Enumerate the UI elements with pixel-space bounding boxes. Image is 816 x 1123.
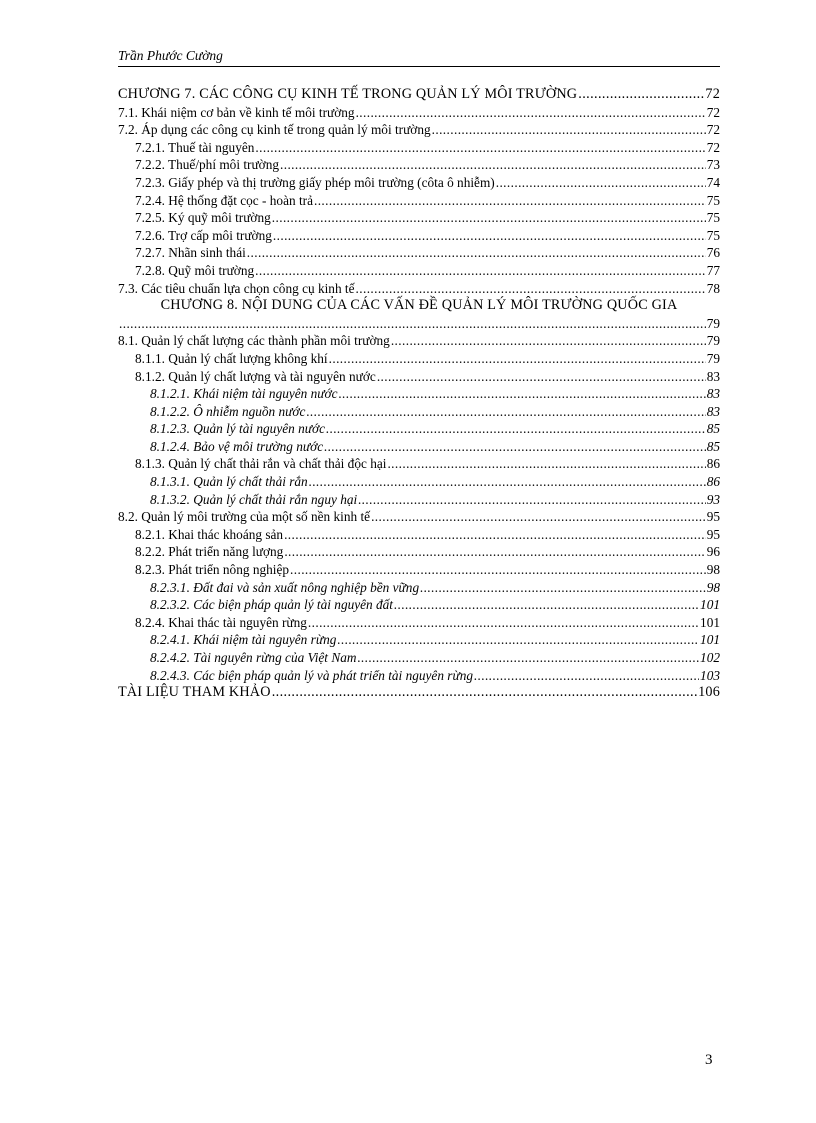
toc-entry-title: 7.2.5. Ký quỹ môi trường <box>135 210 271 226</box>
toc-leader-dots <box>420 579 706 597</box>
toc-leader-dots <box>324 438 706 456</box>
toc-page-number: 75 <box>706 192 720 208</box>
toc-page-number: 78 <box>706 280 720 296</box>
toc-entry[interactable] <box>118 209 720 227</box>
toc-entry-title: 8.1.1. Quản lý chất lượng không khí <box>135 350 328 366</box>
toc-entry-title: 7.1. Khái niệm cơ bản về kinh tế môi trường <box>118 104 355 120</box>
toc-page-number: 98 <box>706 579 720 595</box>
toc-entry-title: CHƯƠNG 7. CÁC CÔNG CỤ KINH TẾ TRONG QUẢN LÝ MÔI TRƯỜNG <box>118 86 578 102</box>
toc-leader-dots <box>326 420 706 438</box>
toc-entry[interactable] <box>118 280 720 298</box>
toc-entry-title: 7.2.7. Nhãn sinh thái <box>135 245 246 261</box>
toc-page-number: 83 <box>706 368 720 384</box>
toc-leader-dots <box>356 280 706 298</box>
toc-entry[interactable] <box>118 350 720 368</box>
toc-page-number: 98 <box>706 562 720 578</box>
toc-entry[interactable] <box>118 614 720 632</box>
toc-entry-title: 7.2. Áp dụng các công cụ kinh tế trong quản lý môi trường <box>118 122 431 138</box>
toc-page-number: 74 <box>706 174 720 190</box>
toc-leader-dots <box>391 332 706 350</box>
toc-leader-dots <box>357 649 699 667</box>
toc-entry-title: 8.1.2.4. Bảo vệ môi trường nước <box>150 438 324 454</box>
toc-leader-dots <box>394 596 699 614</box>
toc-entry[interactable] <box>118 596 720 614</box>
toc-chapter-title[interactable]: CHƯƠNG 8. NỘI DUNG CỦA CÁC VẤN ĐỀ QUẢN LÝ MÔI TRƯỜNG QUỐC GIA <box>160 297 678 314</box>
toc-entry[interactable] <box>118 174 720 192</box>
toc-entry[interactable] <box>118 684 720 702</box>
toc-entry[interactable] <box>118 368 720 386</box>
toc-entry-title: 8.1.3.1. Quản lý chất thải rắn <box>150 474 308 490</box>
toc-leader-dots <box>377 368 706 386</box>
toc-leader-dots <box>247 244 706 262</box>
toc-leader-dots <box>432 121 706 139</box>
toc-page-number: 72 <box>706 122 720 138</box>
toc-leader-dots <box>255 139 705 157</box>
toc-page-number: 77 <box>706 262 720 278</box>
toc-entry[interactable] <box>118 649 720 667</box>
toc-leader-dots <box>272 209 706 227</box>
toc-page-number: 79 <box>706 315 720 331</box>
toc-leader-dots <box>329 350 706 368</box>
toc-leader-dots <box>309 473 706 491</box>
toc-page-number: 75 <box>706 227 720 243</box>
toc-page-number: 101 <box>700 597 720 613</box>
toc-entry-title: 7.2.3. Giấy phép và thị trường giấy phép môi trường (côta ô nhiễm) <box>135 174 495 190</box>
toc-page-number: 103 <box>700 667 720 683</box>
toc-entry-title: 8.1.2. Quản lý chất lượng và tài nguyên nước <box>135 368 376 384</box>
header-author: Trần Phước Cường <box>118 48 223 63</box>
toc-leader-dots <box>308 614 699 632</box>
toc-leader-dots <box>280 156 706 174</box>
toc-entry[interactable] <box>118 227 720 245</box>
toc-entry[interactable] <box>118 508 720 526</box>
toc-page-number: 85 <box>706 438 720 454</box>
toc-entry[interactable] <box>118 631 720 649</box>
toc-entry-title: 8.1.3. Quản lý chất thải rắn và chất thải độc hại <box>135 456 387 472</box>
toc-page-number: 85 <box>706 421 720 437</box>
toc-entry[interactable] <box>118 86 720 104</box>
toc-entry[interactable] <box>118 192 720 210</box>
toc-leader-dots <box>119 315 706 333</box>
toc-entry-title: 8.2.4. Khai thác tài nguyên rừng <box>135 614 307 630</box>
toc-entry[interactable] <box>118 491 720 509</box>
toc-entry-title: 7.3. Các tiêu chuẩn lựa chọn công cụ kinh tế <box>118 280 355 296</box>
toc-leader-dots <box>284 526 706 544</box>
toc-entry-title: 8.1.3.2. Quản lý chất thải rắn nguy hại <box>150 491 358 507</box>
toc-leader-dots <box>306 403 705 421</box>
toc-leader-dots <box>356 104 706 122</box>
toc-entry[interactable] <box>118 455 720 473</box>
toc-leader-dots <box>358 491 706 509</box>
toc-leader-dots <box>339 385 706 403</box>
toc-leader-dots <box>371 508 706 526</box>
toc-leader-dots <box>272 684 697 702</box>
toc-entry[interactable] <box>118 262 720 280</box>
toc-leader-dots <box>255 262 706 280</box>
toc-entry-title: 8.2.1. Khai thác khoáng sản <box>135 526 284 542</box>
toc-entry-title: 8.2.4.2. Tài nguyên rừng của Việt Nam <box>150 650 357 665</box>
toc-entry[interactable] <box>118 121 720 139</box>
toc-page-number: 75 <box>706 210 720 226</box>
toc-entry[interactable] <box>118 156 720 174</box>
toc-entry[interactable] <box>118 667 720 685</box>
table-of-contents <box>118 86 720 702</box>
toc-entry-title: 8.2. Quản lý môi trường của một số nền kinh tế <box>118 509 371 525</box>
toc-page-number: 106 <box>698 684 720 701</box>
toc-entry[interactable] <box>118 473 720 491</box>
toc-leader-dots <box>273 227 706 245</box>
toc-page-number: 72 <box>706 104 720 120</box>
toc-page-number: 95 <box>706 526 720 542</box>
toc-entry[interactable] <box>118 561 720 579</box>
toc-page-number: 79 <box>706 350 720 366</box>
toc-entry-title: 8.2.4.3. Các biện pháp quản lý và phát triển tài nguyên rừng <box>150 667 474 683</box>
toc-entry-title: 8.1.2.1. Khái niệm tài nguyên nước <box>150 386 338 402</box>
page-number: 3 <box>705 1052 713 1068</box>
toc-leader-dots <box>284 543 705 561</box>
toc-page-number: 73 <box>706 157 720 173</box>
toc-entry-title: 7.2.1. Thuế tài nguyên <box>135 139 255 155</box>
toc-entry-title: 8.2.2. Phát triển năng lượng <box>135 544 284 560</box>
toc-page-number: 95 <box>706 509 720 525</box>
toc-entry[interactable] <box>118 579 720 597</box>
toc-page-number: 86 <box>706 456 720 472</box>
toc-entry-title: 8.2.3.2. Các biện pháp quản lý tài nguyên đất <box>150 597 394 613</box>
toc-page-number: 102 <box>700 650 720 665</box>
toc-page-number: 93 <box>706 491 720 507</box>
toc-entry-title: 8.1. Quản lý chất lượng các thành phần môi trường <box>118 333 390 349</box>
toc-entry[interactable] <box>118 139 720 157</box>
toc-entry-title: 7.2.2. Thuế/phí môi trường <box>135 157 279 173</box>
toc-entry[interactable] <box>118 420 720 438</box>
toc-page-number: 72 <box>706 139 720 155</box>
toc-leader-dots <box>474 667 699 685</box>
toc-entry[interactable] <box>118 332 720 350</box>
toc-entry[interactable] <box>118 385 720 403</box>
toc-page-number: 76 <box>706 245 720 261</box>
toc-entry-title: 7.2.6. Trợ cấp môi trường <box>135 227 272 243</box>
toc-page-number: 79 <box>706 333 720 349</box>
toc-leader-dots <box>337 631 699 649</box>
toc-page-number: 86 <box>706 474 720 490</box>
toc-entry[interactable] <box>118 244 720 262</box>
toc-entry-title: TÀI LIỆU THAM KHẢO <box>118 684 271 701</box>
toc-page-number: 96 <box>706 544 720 560</box>
running-header <box>118 48 720 67</box>
toc-page-number: 83 <box>706 403 720 419</box>
toc-entry[interactable] <box>118 543 720 561</box>
toc-entry-title: 8.2.3. Phát triển nông nghiệp <box>135 562 290 578</box>
toc-entry-title: 8.1.2.3. Quản lý tài nguyên nước <box>150 421 325 437</box>
toc-page-number: 83 <box>706 386 720 402</box>
toc-leader-dots <box>578 86 704 104</box>
toc-page-number: 72 <box>705 86 720 102</box>
toc-entry[interactable] <box>118 315 720 333</box>
toc-entry[interactable] <box>118 403 720 421</box>
toc-entry[interactable] <box>118 526 720 544</box>
toc-page-number: 101 <box>700 632 720 648</box>
toc-leader-dots <box>387 455 705 473</box>
toc-entry-title: 7.2.8. Quỹ môi trường <box>135 262 255 278</box>
toc-leader-dots <box>290 561 706 579</box>
toc-leader-dots <box>314 192 706 210</box>
toc-entry-title: 7.2.4. Hệ thống đặt cọc - hoàn trả <box>135 192 313 208</box>
toc-entry-title: 8.2.4.1. Khái niệm tài nguyên rừng <box>150 632 337 648</box>
toc-entry-title: 8.1.2.2. Ô nhiễm nguồn nước <box>150 403 306 419</box>
toc-entry[interactable] <box>118 438 720 456</box>
toc-page-number: 101 <box>700 614 720 630</box>
toc-leader-dots <box>496 174 706 192</box>
toc-entry[interactable] <box>118 104 720 122</box>
toc-entry-title: 8.2.3.1. Đất đai và sản xuất nông nghiệp bền vững <box>150 579 420 595</box>
